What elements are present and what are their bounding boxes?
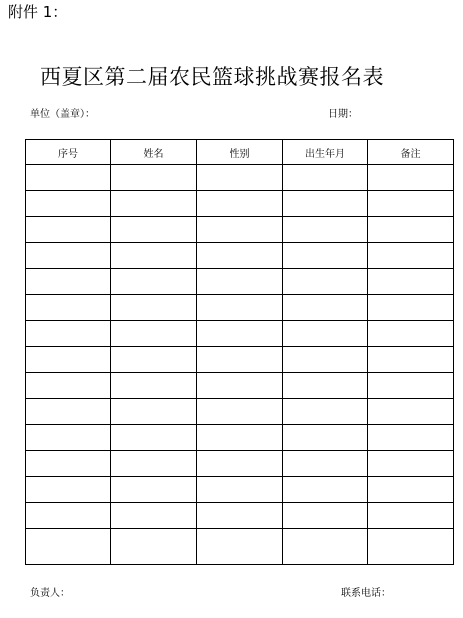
cell-index[interactable] bbox=[26, 529, 111, 565]
table-row bbox=[26, 347, 454, 373]
cell-name[interactable] bbox=[111, 373, 197, 399]
cell-remarks[interactable] bbox=[368, 451, 454, 477]
cell-birth-date[interactable] bbox=[283, 451, 368, 477]
column-header-name: 姓名 bbox=[111, 140, 197, 165]
table-row bbox=[26, 451, 454, 477]
cell-index[interactable] bbox=[26, 425, 111, 451]
cell-name[interactable] bbox=[111, 269, 197, 295]
page-title: 西夏区第二届农民篮球挑战赛报名表 bbox=[40, 65, 384, 89]
cell-remarks[interactable] bbox=[368, 529, 454, 565]
cell-birth-date[interactable] bbox=[283, 399, 368, 425]
cell-index[interactable] bbox=[26, 477, 111, 503]
cell-gender[interactable] bbox=[197, 165, 283, 191]
cell-birth-date[interactable] bbox=[283, 295, 368, 321]
table-row bbox=[26, 399, 454, 425]
cell-remarks[interactable] bbox=[368, 217, 454, 243]
cell-remarks[interactable] bbox=[368, 373, 454, 399]
cell-gender[interactable] bbox=[197, 529, 283, 565]
cell-index[interactable] bbox=[26, 347, 111, 373]
cell-index[interactable] bbox=[26, 503, 111, 529]
cell-gender[interactable] bbox=[197, 425, 283, 451]
cell-index[interactable] bbox=[26, 191, 111, 217]
cell-birth-date[interactable] bbox=[283, 243, 368, 269]
cell-gender[interactable] bbox=[197, 191, 283, 217]
responsible-person-label: 负责人： bbox=[30, 588, 70, 599]
cell-gender[interactable] bbox=[197, 451, 283, 477]
cell-birth-date[interactable] bbox=[283, 321, 368, 347]
cell-gender[interactable] bbox=[197, 295, 283, 321]
cell-gender[interactable] bbox=[197, 269, 283, 295]
cell-index[interactable] bbox=[26, 243, 111, 269]
registration-table bbox=[25, 139, 454, 565]
attachment-label: 附件 1： bbox=[8, 3, 68, 21]
column-header-gender: 性别 bbox=[197, 140, 283, 165]
cell-gender[interactable] bbox=[197, 503, 283, 529]
cell-name[interactable] bbox=[111, 529, 197, 565]
cell-remarks[interactable] bbox=[368, 347, 454, 373]
cell-name[interactable] bbox=[111, 399, 197, 425]
table-row bbox=[26, 217, 454, 243]
cell-name[interactable] bbox=[111, 451, 197, 477]
cell-remarks[interactable] bbox=[368, 269, 454, 295]
cell-name[interactable] bbox=[111, 165, 197, 191]
cell-birth-date[interactable] bbox=[283, 503, 368, 529]
cell-birth-date[interactable] bbox=[283, 191, 368, 217]
cell-remarks[interactable] bbox=[368, 191, 454, 217]
table-row bbox=[26, 529, 454, 565]
cell-name[interactable] bbox=[111, 217, 197, 243]
cell-remarks[interactable] bbox=[368, 295, 454, 321]
cell-index[interactable] bbox=[26, 217, 111, 243]
cell-gender[interactable] bbox=[197, 217, 283, 243]
cell-index[interactable] bbox=[26, 399, 111, 425]
cell-birth-date[interactable] bbox=[283, 529, 368, 565]
cell-index[interactable] bbox=[26, 165, 111, 191]
cell-birth-date[interactable] bbox=[283, 425, 368, 451]
cell-index[interactable] bbox=[26, 451, 111, 477]
cell-name[interactable] bbox=[111, 477, 197, 503]
cell-remarks[interactable] bbox=[368, 243, 454, 269]
table-row bbox=[26, 269, 454, 295]
table-row bbox=[26, 503, 454, 529]
cell-name[interactable] bbox=[111, 425, 197, 451]
cell-name[interactable] bbox=[111, 295, 197, 321]
contact-phone-label: 联系电话： bbox=[341, 588, 391, 599]
cell-remarks[interactable] bbox=[368, 321, 454, 347]
column-header-remarks: 备注 bbox=[368, 140, 454, 165]
table-row bbox=[26, 425, 454, 451]
column-header-index: 序号 bbox=[26, 140, 111, 165]
cell-birth-date[interactable] bbox=[283, 477, 368, 503]
cell-name[interactable] bbox=[111, 243, 197, 269]
cell-name[interactable] bbox=[111, 191, 197, 217]
unit-label: 单位（盖章）： bbox=[30, 109, 95, 120]
cell-name[interactable] bbox=[111, 503, 197, 529]
table-row bbox=[26, 243, 454, 269]
column-header-birth-date: 出生年月 bbox=[283, 140, 368, 165]
table-body bbox=[26, 165, 454, 565]
cell-remarks[interactable] bbox=[368, 477, 454, 503]
cell-name[interactable] bbox=[111, 347, 197, 373]
cell-gender[interactable] bbox=[197, 243, 283, 269]
cell-remarks[interactable] bbox=[368, 503, 454, 529]
table-row bbox=[26, 191, 454, 217]
cell-birth-date[interactable] bbox=[283, 347, 368, 373]
cell-index[interactable] bbox=[26, 295, 111, 321]
cell-remarks[interactable] bbox=[368, 165, 454, 191]
cell-index[interactable] bbox=[26, 373, 111, 399]
cell-name[interactable] bbox=[111, 321, 197, 347]
cell-index[interactable] bbox=[26, 321, 111, 347]
cell-gender[interactable] bbox=[197, 347, 283, 373]
cell-gender[interactable] bbox=[197, 399, 283, 425]
table-row bbox=[26, 165, 454, 191]
cell-gender[interactable] bbox=[197, 321, 283, 347]
cell-birth-date[interactable] bbox=[283, 217, 368, 243]
cell-index[interactable] bbox=[26, 269, 111, 295]
table-row bbox=[26, 477, 454, 503]
cell-gender[interactable] bbox=[197, 373, 283, 399]
table-row bbox=[26, 295, 454, 321]
table-row bbox=[26, 373, 454, 399]
date-label: 日期： bbox=[328, 109, 358, 120]
table-row bbox=[26, 321, 454, 347]
cell-gender[interactable] bbox=[197, 477, 283, 503]
cell-birth-date[interactable] bbox=[283, 373, 368, 399]
cell-birth-date[interactable] bbox=[283, 165, 368, 191]
cell-remarks[interactable] bbox=[368, 425, 454, 451]
cell-remarks[interactable] bbox=[368, 399, 454, 425]
table-header-row bbox=[26, 140, 454, 165]
cell-birth-date[interactable] bbox=[283, 269, 368, 295]
